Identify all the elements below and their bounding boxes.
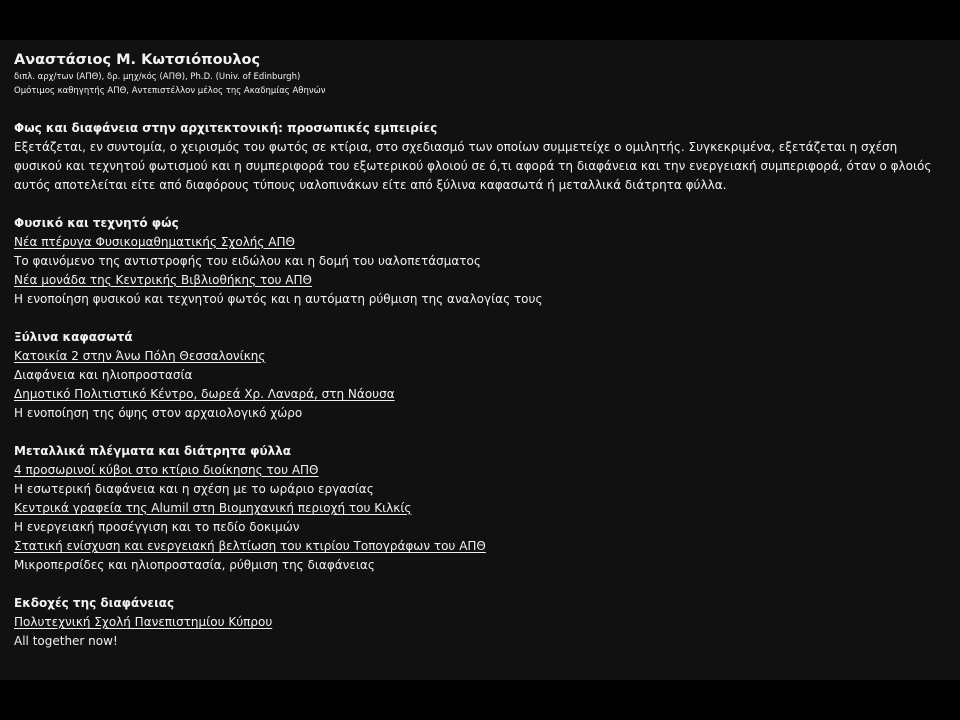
section-natural-artificial-light (14, 214, 944, 309)
intro-text: Εξετάζεται, εν συντομία, ο χειρισμός του φωτός σε κτίρια, στο σχεδιασμό των οποίων συμμετείχε ο ομιλητής. Συγκεκριμένα, εξετάζεται η σχέση φυσικού και τεχνητού φωτισμού και η συμπεριφορά του εξωτερικού φλοιού σε ό,τι αφορά τη διαφάνεια και την ενεργειακή συμπεριφορά, όταν ο φλοιός αυτός αποτελείται είτε από διαφόρους τύπους υαλοπινάκων είτε από ξύλινα καφασωτά ή μεταλλικά διάτρητα φύλλα. (14, 140, 932, 192)
project-item (14, 537, 944, 556)
section-versions-of-transparency (14, 594, 944, 651)
project-item (14, 461, 944, 480)
project-link[interactable]: Νέα πτέρυγα Φυσικομαθηματικής Σχολής ΑΠΘ (14, 235, 295, 249)
project-link[interactable]: Κατοικία 2 στην Άνω Πόλη Θεσσαλονίκης (14, 349, 266, 363)
author-degrees: διπλ. αρχ/των (ΑΠΘ), δρ. μηχ/κός (ΑΠΘ), Ph.D. (Univ. of Edinburgh) (14, 72, 301, 82)
project-link[interactable]: Πολυτεχνική Σχολή Πανεπιστημίου Κύπρου (14, 615, 273, 629)
project-description: Η ενεργειακή προσέγγιση και το πεδίο δοκιμών (14, 520, 300, 534)
section-wooden-lattices (14, 328, 944, 423)
intro-title: Φως και διαφάνεια στην αρχιτεκτονική: προσωπικές εμπειρίες (14, 121, 438, 135)
project-description: Η ενοποίηση της όψης στον αρχαιολογικό χώρο (14, 406, 303, 420)
project-link[interactable]: Κεντρικά γραφεία της Alumil στη Βιομηχανική περιοχή του Κιλκίς (14, 501, 412, 515)
section-title: Φυσικό και τεχνητό φώς (14, 216, 179, 230)
project-description: Διαφάνεια και ηλιοπροστασία (14, 368, 193, 382)
slide (0, 40, 960, 680)
project-item (14, 613, 944, 632)
section-title: Μεταλλικά πλέγματα και διάτρητα φύλλα (14, 444, 292, 458)
project-item (14, 347, 944, 366)
project-link[interactable]: 4 προσωρινοί κύβοι στο κτίριο διοίκησης του ΑΠΘ (14, 463, 319, 477)
project-item (14, 499, 944, 518)
project-description: Μικροπερσίδες και ηλιοπροστασία, ρύθμιση της διαφάνειας (14, 558, 375, 572)
project-item (14, 233, 944, 252)
project-description: Η εσωτερική διαφάνεια και η σχέση με το ωράριο εργασίας (14, 482, 374, 496)
project-item (14, 271, 944, 290)
section-metal-meshes (14, 442, 944, 575)
project-link[interactable]: Στατική ενίσχυση και ενεργειακή βελτίωση του κτιρίου Τοπογράφων του ΑΠΘ (14, 539, 486, 553)
author-block (14, 50, 944, 98)
slide-content (14, 50, 944, 651)
section-title: Ξύλινα καφασωτά (14, 330, 133, 344)
project-description: All together now! (14, 634, 118, 648)
author-position: Ομότιμος καθηγητής ΑΠΘ, Αντεπιστέλλον μέλος της Ακαδημίας Αθηνών (14, 86, 326, 96)
section-title: Εκδοχές της διαφάνειας (14, 596, 175, 610)
project-link[interactable]: Νέα μονάδα της Κεντρικής Βιβλιοθήκης του ΑΠΘ (14, 273, 312, 287)
intro-section (14, 119, 944, 195)
project-description: Το φαινόμενο της αντιστροφής του ειδώλου και η δομή του υαλοπετάσματος (14, 254, 481, 268)
project-link[interactable]: Δημοτικό Πολιτιστικό Κέντρο, δωρεά Χρ. Λαναρά, στη Νάουσα (14, 387, 395, 401)
project-item (14, 385, 944, 404)
author-name: Αναστάσιος Μ. Κωτσιόπουλος (14, 52, 261, 68)
project-description: Η ενοποίηση φυσικού και τεχνητού φωτός και η αυτόματη ρύθμιση της αναλογίας τους (14, 292, 543, 306)
